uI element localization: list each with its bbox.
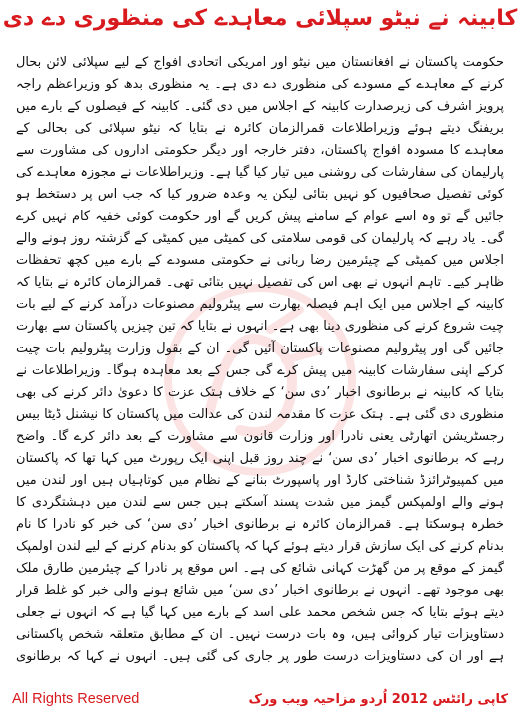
article-headline: کابینہ نے نیٹو سپلائی معاہدے کی منظوری دے دی xyxy=(2,6,518,31)
page-footer xyxy=(12,687,508,711)
article-body: حکومت پاکستان نے افغانستان میں نیٹو اور امریکی اتحادی افواج کے لیے سپلائی لائن بحال کرنے کے معاہدے کے مسودے کی منظوری دے دی ہے۔ یہ منظوری بدھ کو وزیراعظم راجہ پرویز اشرف کی زیرصدارت کابینہ کے اجلاس میں دی گئی۔ کابینہ کے فیصلوں کے بارے میں بریفنگ دیتے ہوئے وزیراطلاعات قمرالزمان کائرہ نے بتایا کہ نیٹو سپلائی کی بحالی کے معاہدے کا مسودہ افواج پاکستان، دفتر خارجہ اور دیگر حکومتی اداروں کی مشاورت سے پارلیمان کی سفارشات کی روشنی میں تیار کیا گیا ہے۔ وزیراطلاعات نے مجوزہ معاہدے کی کوئی تفصیل صحافیوں کو نہیں بتائی لیکن یہ وعدہ ضرور کیا کہ جب اس پر دستخط ہو جائیں گے تو وہ اسے عوام کے سامنے پیش کریں گے اور حکومت کوئی خفیہ کام نہیں کرے گی۔ یاد رہے کہ پارلیمان کی قومی سلامتی کی کمیٹی میں کمیٹی کے گزشتہ روز ہونے والے اجلاس میں کمیٹی کے چیئرمین رضا ربانی نے حکومتی مسودے کے بارے میں کچھ تحفظات ظاہر کیے۔ تاہم انہوں نے بھی اس کی تفصیل نہیں بتائی تھی۔ قمرالزمان کائرہ نے بتایا کہ کابینہ کے اجلاس میں ایک اہم فیصلہ بھارت سے پیٹرولیم مصنوعات درآمد کرنے کے لیے بات چیت شروع کرنے کی منظوری دینا بھی ہے۔ انہوں نے بتایا کہ تین چیزیں پاکستان سے بھارت جائیں گی اور پیٹرولیم مصنوعات پاکستان آئیں گی۔ ان کے بقول وزارت پیٹرولیم بات چیت کرکے اپنی سفارشات کابینہ میں پیش کرے گی جس کے بعد معاہدہ ہوگا۔ وزیراطلاعات نے بتایا کہ کابینہ نے برطانوی اخبار ’دی سن‘ کے خلاف ہتک عزت کا دعویٰ دائر کرنے کی بھی منظوری دی گئی ہے۔ ہتک عزت کا مقدمہ لندن کی عدالت میں پاکستان کا نیشنل ڈیٹا بیس رجسٹریشن اتھارٹی یعنی نادرا اور وزارت قانون سے مشاورت کے بعد دائر کرے گا۔ واضح رہے کہ برطانوی اخبار ’دی سن‘ نے چند روز قبل اپنی ایک رپورٹ میں کہا تھا کہ پاکستان میں کمپیوٹرائزڈ شناختی کارڈ اور پاسپورٹ بنانے کے نظام میں کوتاہیاں ہیں اور لندن میں ہونے والے اولمپکس گیمز میں شدت پسند آسکتے ہیں جس سے لندن میں دہشتگردی کا خطرہ ہوسکتا ہے۔ قمرالزمان کائرہ نے برطانوی اخبار ’دی سن‘ کی خبر کو نادرا کا نام بدنام کرنے کی ایک سازش قرار دیتے ہوئے کہا کہ پاکستان کو بدنام کرنے کے لیے لندن اولمپک گیمز کے موقع پر من گھڑت کہانی شائع کی ہے۔ اس موقع پر نادرا کے چیئرمین طارق ملک بھی موجود تھے۔ انہوں نے برطانوی اخبار ’دی سن‘ میں شائع ہونے والی خبر کو غلط قرار دیتے ہوئے بتایا کہ جس شخص محمد علی اسد کے بارے میں کہا گیا ہے کہ انہوں نے جعلی دستاویزات تیار کروائی ہیں، وہ بات درست نہیں۔ ان کے مطابق متعلقہ شخص پاکستانی ہے اور ان کی دستاویزات درست طور پر جاری کی گئی ہیں۔ انہوں نے کہا کہ برطانوی xyxy=(16,55,504,664)
copyright-notice: کاپی رائٹس 2012 اُردو مزاحیہ ویب ورک xyxy=(248,691,508,707)
all-rights-reserved: All Rights Reserved xyxy=(12,691,140,707)
